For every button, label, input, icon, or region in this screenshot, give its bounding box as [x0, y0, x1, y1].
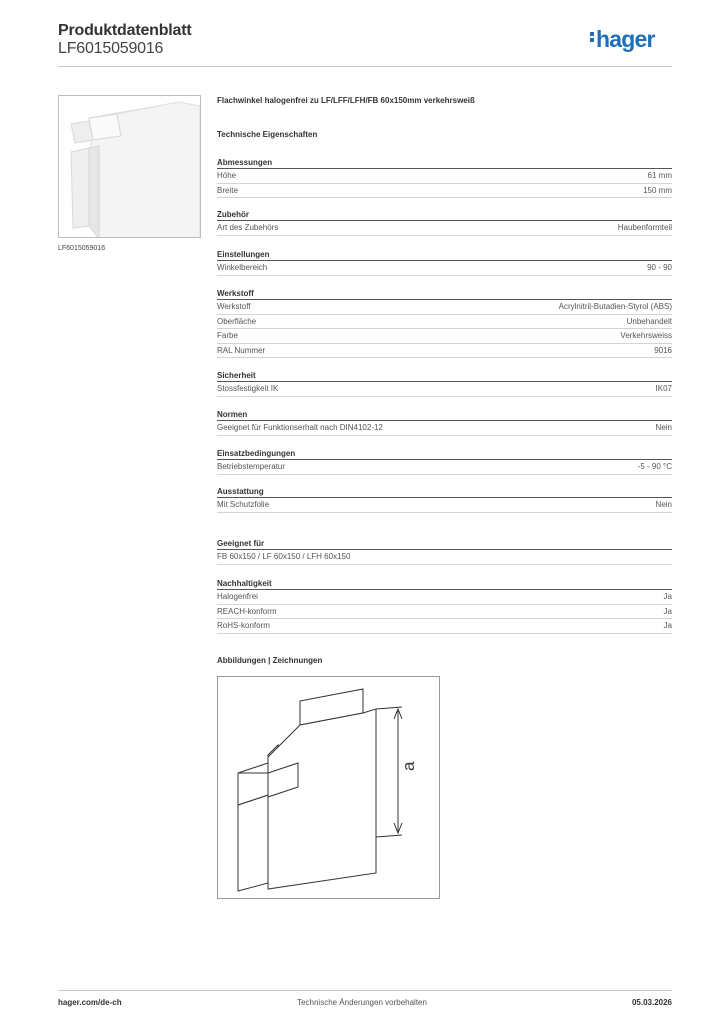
property-row — [217, 315, 672, 330]
property-row — [217, 300, 672, 315]
technical-drawing — [217, 676, 440, 899]
property-value: 61 mm — [647, 171, 672, 180]
property-group — [217, 577, 672, 634]
property-value: Ja — [663, 592, 672, 601]
group-title: Nachhaltigkeit — [217, 577, 672, 590]
property-label: Höhe — [217, 171, 237, 180]
property-label: FB 60x150 / LF 60x150 / LFH 60x150 — [217, 552, 351, 561]
property-group — [217, 485, 672, 513]
property-label: Art des Zubehörs — [217, 223, 279, 232]
property-value: 90 - 90 — [647, 263, 672, 272]
thumbnail-caption: LF6015059016 — [58, 245, 106, 252]
property-group — [217, 156, 672, 198]
property-row — [217, 261, 672, 276]
property-row — [217, 184, 672, 199]
property-label: Halogenfrei — [217, 592, 258, 601]
property-label: REACH-konform — [217, 606, 277, 616]
property-value: Acrylnitril-Butadien-Styrol (ABS) — [558, 302, 672, 311]
product-image-icon — [59, 96, 201, 238]
group-title: Normen — [217, 408, 672, 421]
group-title: Werkstoff — [217, 287, 672, 300]
property-row — [217, 460, 672, 475]
property-group — [217, 447, 672, 475]
product-name: Flachwinkel halogenfrei zu LF/LFF/LFH/FB 60x150mm verkehrsweiß — [217, 96, 475, 105]
section-title: Technische Eigenschaften — [217, 130, 318, 139]
drawing-title: Abbildungen | Zeichnungen — [217, 656, 323, 665]
property-value: -5 - 90 °C — [637, 462, 672, 471]
property-label: Mit Schutzfolie — [217, 500, 270, 509]
property-row — [217, 344, 672, 359]
property-group — [217, 287, 672, 358]
property-value: Unbehandelt — [626, 316, 672, 326]
property-value: Nein — [655, 423, 672, 432]
group-title: Abmessungen — [217, 156, 672, 169]
property-row — [217, 498, 672, 513]
group-title: Geeignet für — [217, 537, 672, 550]
group-title: Sicherheit — [217, 369, 672, 382]
page-title: Produktdatenblatt — [58, 22, 192, 39]
footer-website-link[interactable]: hager.com/de-ch — [58, 998, 122, 1007]
property-row — [217, 221, 672, 236]
logo-dots-icon — [590, 30, 594, 44]
property-row — [217, 550, 672, 565]
logo-text: hager — [596, 26, 655, 52]
property-label: Werkstoff — [217, 302, 251, 311]
property-value: 9016 — [654, 345, 672, 355]
property-row — [217, 590, 672, 605]
property-label: RoHS-konform — [217, 621, 270, 630]
footer-divider — [58, 990, 672, 991]
property-label: Stossfestigkeit IK — [217, 384, 279, 393]
property-row — [217, 169, 672, 184]
property-label: RAL Nummer — [217, 345, 266, 355]
property-row — [217, 619, 672, 634]
property-label: Oberfläche — [217, 316, 257, 326]
property-group — [217, 537, 672, 565]
property-value: Ja — [663, 621, 672, 630]
property-value: Nein — [655, 500, 672, 509]
property-value: Verkehrsweiss — [620, 331, 672, 340]
product-thumbnail — [58, 95, 201, 238]
hager-logo — [590, 26, 655, 53]
article-number: LF6015059016 — [58, 40, 164, 57]
property-row — [217, 605, 672, 620]
group-title: Einsatzbedingungen — [217, 447, 672, 460]
property-label: Geeignet für Funktionserhalt nach DIN4102-12 — [217, 423, 383, 432]
property-value: Haubenformteil — [617, 223, 672, 232]
property-label: Farbe — [217, 331, 238, 340]
property-row — [217, 329, 672, 344]
group-title: Einstellungen — [217, 248, 672, 261]
footer-date: 05.03.2026 — [631, 998, 672, 1007]
property-group — [217, 248, 672, 276]
group-title: Zubehör — [217, 208, 672, 221]
footer-notice: Technische Änderungen vorbehalten — [297, 998, 427, 1007]
property-label: Breite — [217, 185, 238, 195]
property-group — [217, 408, 672, 436]
property-row — [217, 382, 672, 397]
property-value: Ja — [663, 606, 672, 616]
property-value: IK07 — [655, 384, 672, 393]
property-label: Winkelbereich — [217, 263, 268, 272]
property-group — [217, 208, 672, 236]
property-row — [217, 421, 672, 436]
property-group — [217, 369, 672, 397]
dimension-label: a — [399, 761, 418, 771]
property-label: Betriebstemperatur — [217, 462, 286, 471]
group-title: Ausstattung — [217, 485, 672, 498]
header-divider — [58, 66, 672, 67]
property-value: 150 mm — [643, 185, 672, 195]
angle-drawing-icon — [218, 677, 439, 898]
